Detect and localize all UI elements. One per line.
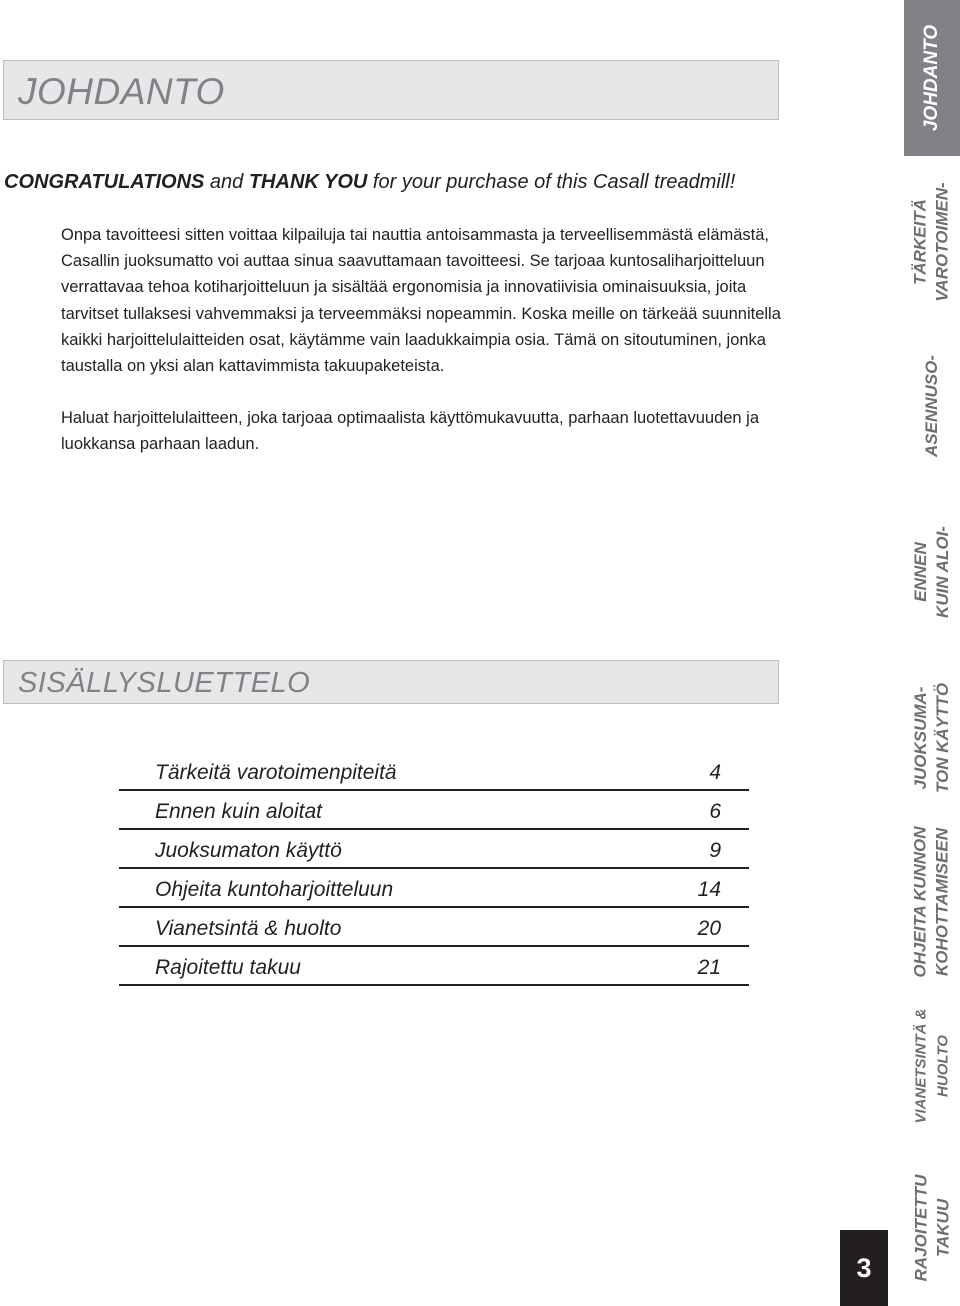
toc-entry[interactable] bbox=[119, 908, 749, 947]
toc-entry-page: 21 bbox=[697, 956, 721, 979]
side-tab-line: OHJEITA KUNNON bbox=[911, 826, 930, 978]
congrats-bold-1: CONGRATULATIONS bbox=[4, 171, 205, 193]
intro-paragraph-2: Haluat harjoittelulaitteen, joka tarjoaa optimaalista käyttömukavuutta, parhaan luotettavuuden ja luokkansa parhaan laadun. bbox=[61, 409, 760, 454]
toc-entry-label: Vianetsintä & huolto bbox=[155, 917, 342, 940]
side-tab-rajoitettu-takuu[interactable] bbox=[904, 1150, 960, 1306]
side-tab-line: HUOLTO bbox=[934, 1035, 952, 1097]
side-tab-line: RAJOITETTU bbox=[911, 1174, 931, 1282]
side-tab-asennus[interactable] bbox=[904, 328, 960, 484]
congratulations-line bbox=[4, 168, 784, 196]
side-tab-line: ENNEN bbox=[911, 542, 931, 602]
toc-entry-label: Rajoitettu takuu bbox=[155, 956, 301, 979]
side-tab-label bbox=[910, 1175, 954, 1282]
side-tab-label bbox=[910, 526, 954, 618]
table-of-contents bbox=[119, 752, 749, 986]
side-tab-label bbox=[910, 182, 954, 301]
congrats-text-1: and bbox=[204, 171, 249, 193]
side-tab-label bbox=[910, 826, 954, 977]
toc-entry-page: 6 bbox=[709, 800, 721, 823]
toc-entry-label: Tärkeitä varotoimenpiteitä bbox=[155, 761, 397, 784]
side-tab-johdanto[interactable] bbox=[904, 0, 960, 156]
side-tab-line: TÄRKEITÄ bbox=[911, 199, 931, 285]
side-tab-line: JUOKSUMA- bbox=[911, 686, 930, 790]
side-tab-line: KUIN ALOI- bbox=[933, 526, 953, 618]
toc-entry-label: Ohjeita kuntoharjoitteluun bbox=[155, 878, 394, 901]
intro-paragraph-1: Onpa tavoitteesi sitten voittaa kilpailuja tai nauttia antoisammasta ja terveellisemmästä elämästä, Casallin juoksumatto voi auttaa sinua saavuttamaan tavoitteesi. Se tarjoaa kuntosaliharjoitteluun verrattavaa tehoa kotiharjoitteluun ja sisältää ergonomisia ja innovatiivisia ominaisuuksia, joita tarvitset tullaksesi vahvemmaksi ja terveemmäksi nopeammin. Koska meille on tärkeää suunnitella kaikki harjoittelulaitteiden osat, käytämme vain laadukkaimpia osia. Tämä on sitoutuminen, jonka taustalla on yksi alan kattavimmista takuupaketeista. bbox=[61, 226, 781, 376]
side-tab-line: ASENNUSO- bbox=[922, 354, 942, 458]
toc-entry-page: 9 bbox=[709, 839, 721, 862]
side-tab-ohjeita-kunnon[interactable] bbox=[904, 824, 960, 980]
side-tab-line: KOHOTTAMISEEN bbox=[933, 828, 952, 976]
side-tab-label bbox=[921, 355, 943, 457]
congrats-bold-2: THANK YOU bbox=[248, 171, 368, 193]
side-tab-label bbox=[921, 25, 943, 131]
side-tab-tarkeita-varotoimen[interactable] bbox=[904, 164, 960, 320]
side-tab-label bbox=[910, 683, 954, 793]
side-tab-vianetsinta-huolto[interactable] bbox=[904, 988, 960, 1144]
toc-entry[interactable] bbox=[119, 830, 749, 869]
toc-title-bar bbox=[3, 660, 779, 704]
side-tab-line: VIANETSINTÄ & bbox=[912, 1008, 930, 1124]
intro-title: JOHDANTO bbox=[18, 71, 225, 112]
toc-entry[interactable] bbox=[119, 752, 749, 791]
page-number: 3 bbox=[840, 1230, 888, 1306]
intro-title-bar bbox=[3, 60, 779, 120]
toc-entry-label: Ennen kuin aloitat bbox=[155, 800, 322, 823]
toc-entry-page: 20 bbox=[697, 917, 721, 940]
toc-title: SISÄLLYSLUETTELO bbox=[18, 667, 311, 699]
toc-entry[interactable] bbox=[119, 791, 749, 830]
toc-entry-page: 14 bbox=[697, 878, 721, 901]
congrats-text-2: for your purchase of this Casall treadmill! bbox=[367, 171, 736, 193]
side-tab-line: JOHDANTO bbox=[921, 24, 942, 132]
side-tab-label bbox=[910, 1008, 954, 1123]
side-tab-line: VAROTOIMEN- bbox=[933, 182, 953, 302]
side-tab-juoksumaton-kaytto[interactable] bbox=[904, 660, 960, 816]
toc-entry-label: Juoksumaton käyttö bbox=[155, 839, 342, 862]
toc-entry[interactable] bbox=[119, 869, 749, 908]
side-tab-line: TAKUU bbox=[933, 1198, 953, 1258]
side-tab-line: TON KÄYTTÖ bbox=[933, 682, 952, 794]
side-tab-ennen-kuin-aloi[interactable] bbox=[904, 494, 960, 650]
toc-entry[interactable] bbox=[119, 947, 749, 986]
toc-entry-page: 4 bbox=[709, 761, 721, 784]
